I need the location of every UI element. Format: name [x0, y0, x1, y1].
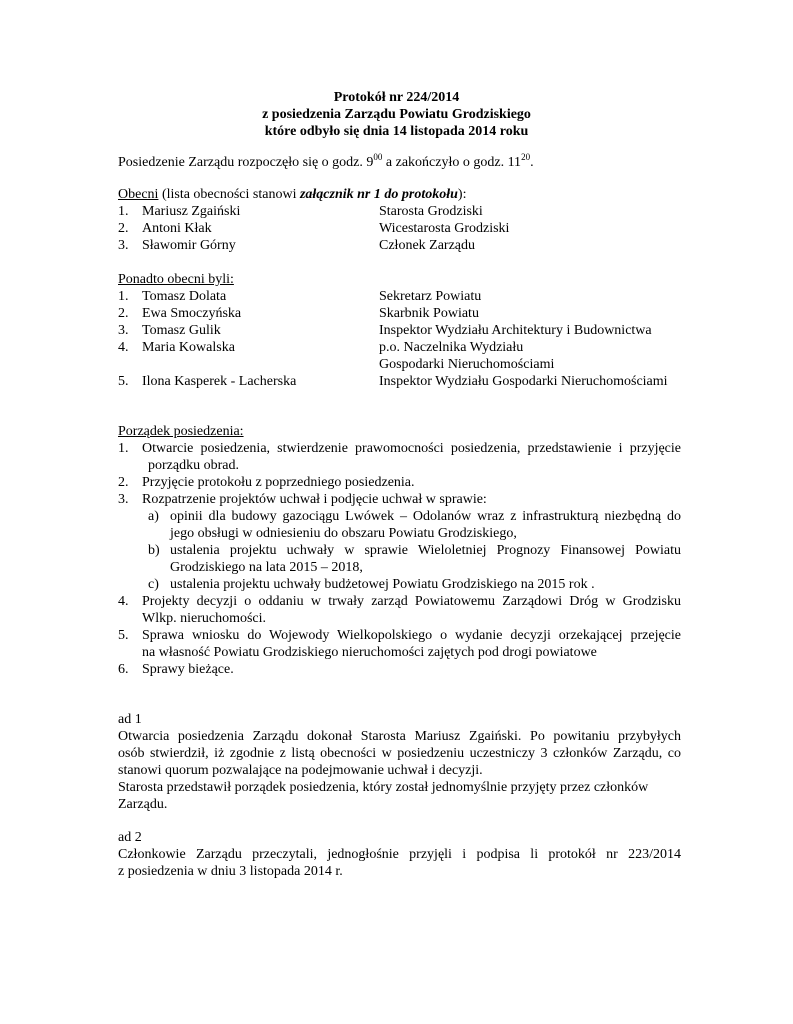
- person-name: Tomasz Gulik: [142, 323, 221, 338]
- member-number: 1.: [118, 204, 129, 219]
- person-role: Skarbnik Powiatu: [379, 306, 479, 321]
- protocol-subtitle: z posiedzenia Zarządu Powiatu Grodziskiego: [262, 107, 531, 122]
- member-name: Mariusz Zgaiński: [142, 204, 241, 219]
- agenda-item-number: 5.: [118, 628, 129, 643]
- agenda-subitem-letter: a): [148, 509, 159, 524]
- person-role: Sekretarz Powiatu: [379, 289, 482, 304]
- agenda-item-text: Przyjęcie protokołu z poprzedniego posiedzenia.: [142, 475, 415, 490]
- person-role: p.o. Naczelnika Wydziału: [379, 340, 524, 355]
- member-name: Antoni Kłak: [142, 221, 212, 236]
- opening-time-line: Posiedzenie Zarządu rozpoczęło się o godz. $9^{00}$ a zakończyło o godz. $11^{20}$.: [118, 152, 534, 170]
- person-name: Ilona Kasperek - Lacherska: [142, 374, 297, 389]
- member-role: Starosta Grodziski: [379, 204, 483, 219]
- agenda-item-text: Sprawy bieżące.: [142, 662, 234, 677]
- agenda-item-text: Projekty decyzji o oddaniu w trwały zarząd Powiatowemu Zarządowi Dróg w Grodzisku: [142, 594, 681, 609]
- member-role: Wicestarosta Grodziski: [379, 221, 510, 236]
- present-heading: Obecni: [118, 187, 159, 202]
- agenda-item-number: 2.: [118, 475, 129, 490]
- agenda-subitem-letter: b): [148, 543, 160, 558]
- ad2-paragraph-line: Członkowie Zarządu przeczytali, jednogłośnie przyjęli i podpisa li protokół nr 223/2014: [118, 847, 681, 862]
- person-number: 1.: [118, 289, 129, 304]
- person-number: 5.: [118, 374, 129, 389]
- agenda-item-text: Sprawa wniosku do Wojewody Wielkopolskiego o wydanie decyzji orzekającej przejęcie: [142, 628, 681, 643]
- ad1-paragraph-line: osób stwierdził, iż zgodnie z listą obecności w posiedzeniu uczestniczy 3 członków Zarządu, co: [118, 746, 681, 761]
- agenda-item-text: Rozpatrzenie projektów uchwał i podjęcie uchwał w sprawie:: [142, 492, 487, 507]
- ad1-paragraph-line: stanowi quorum pozwalające na podejmowanie uchwał i decyzji.: [118, 763, 483, 778]
- agenda-subitem-text-continued: Grodziskiego na lata 2015 – 2018,: [170, 560, 363, 575]
- person-name: Ewa Smoczyńska: [142, 306, 242, 321]
- ad1-paragraph-line: Zarządu.: [118, 797, 168, 812]
- agenda-subitem-text: ustalenia projektu uchwały budżetowej Powiatu Grodziskiego na 2015 rok .: [170, 577, 595, 592]
- agenda-item-number: 1.: [118, 441, 129, 456]
- person-role-continued: Gospodarki Nieruchomościami: [379, 357, 555, 372]
- agenda-item-number: 6.: [118, 662, 129, 677]
- person-name: Tomasz Dolata: [142, 289, 227, 304]
- agenda-subitem-text-continued: jego obsługi w odniesieniu do obszaru Powiatu Grodziskiego,: [170, 526, 517, 541]
- agenda-heading: Porządek posiedzenia:: [118, 424, 244, 439]
- member-number: 3.: [118, 238, 129, 253]
- agenda-item-text-continued: porządku obrad.: [148, 458, 239, 473]
- protocol-date: które odbyło się dnia 14 listopada 2014 roku: [264, 124, 529, 139]
- person-number: 2.: [118, 306, 129, 321]
- present-heading-line: Obecni (lista obecności stanowi załącznik nr 1 do protokołu):: [118, 187, 467, 202]
- ad2-heading: ad 2: [118, 830, 142, 845]
- member-number: 2.: [118, 221, 129, 236]
- person-name: Maria Kowalska: [142, 340, 235, 355]
- protocol-title: Protokół nr 224/2014: [333, 90, 460, 105]
- agenda-item-number: 3.: [118, 492, 129, 507]
- person-role: Inspektor Wydziału Gospodarki Nieruchomościami: [379, 374, 668, 389]
- agenda-item-text-continued: na własność Powiatu Grodziskiego nieruchomości zajętych pod drogi powiatowe: [142, 645, 597, 660]
- ad2-paragraph-line: z posiedzenia w dniu 3 listopada 2014 r.: [118, 864, 343, 879]
- agenda-subitem-letter: c): [148, 577, 159, 592]
- agenda-subitem-text: ustalenia projektu uchwały w sprawie Wieloletniej Prognozy Finansowej Powiatu: [170, 543, 681, 558]
- agenda-item-text-continued: Wlkp. nieruchomości.: [142, 611, 267, 626]
- ad1-paragraph-line: Starosta przedstawił porządek posiedzenia, który został jednomyślnie przyjęty przez członków: [118, 780, 649, 795]
- attachment-reference: załącznik nr 1 do protokołu: [299, 187, 458, 202]
- person-role: Inspektor Wydziału Architektury i Budownictwa: [379, 323, 652, 338]
- member-name: Sławomir Górny: [142, 238, 236, 253]
- person-number: 3.: [118, 323, 129, 338]
- ad1-paragraph-line: Otwarcia posiedzenia Zarządu dokonał Starosta Mariusz Zgaiński. Po powitaniu przybyłych: [118, 729, 681, 744]
- agenda-item-number: 4.: [118, 594, 129, 609]
- person-number: 4.: [118, 340, 129, 355]
- ad1-heading: ad 1: [118, 712, 142, 727]
- others-heading: Ponadto obecni byli:: [118, 272, 234, 287]
- agenda-subitem-text: opinii dla budowy gazociągu Lwówek – Odolanów wraz z infrastrukturą niezbędną do: [170, 509, 681, 524]
- member-role: Członek Zarządu: [379, 238, 476, 253]
- agenda-item-text: Otwarcie posiedzenia, stwierdzenie prawomocności posiedzenia, przedstawienie i przyjęcie: [142, 441, 681, 456]
